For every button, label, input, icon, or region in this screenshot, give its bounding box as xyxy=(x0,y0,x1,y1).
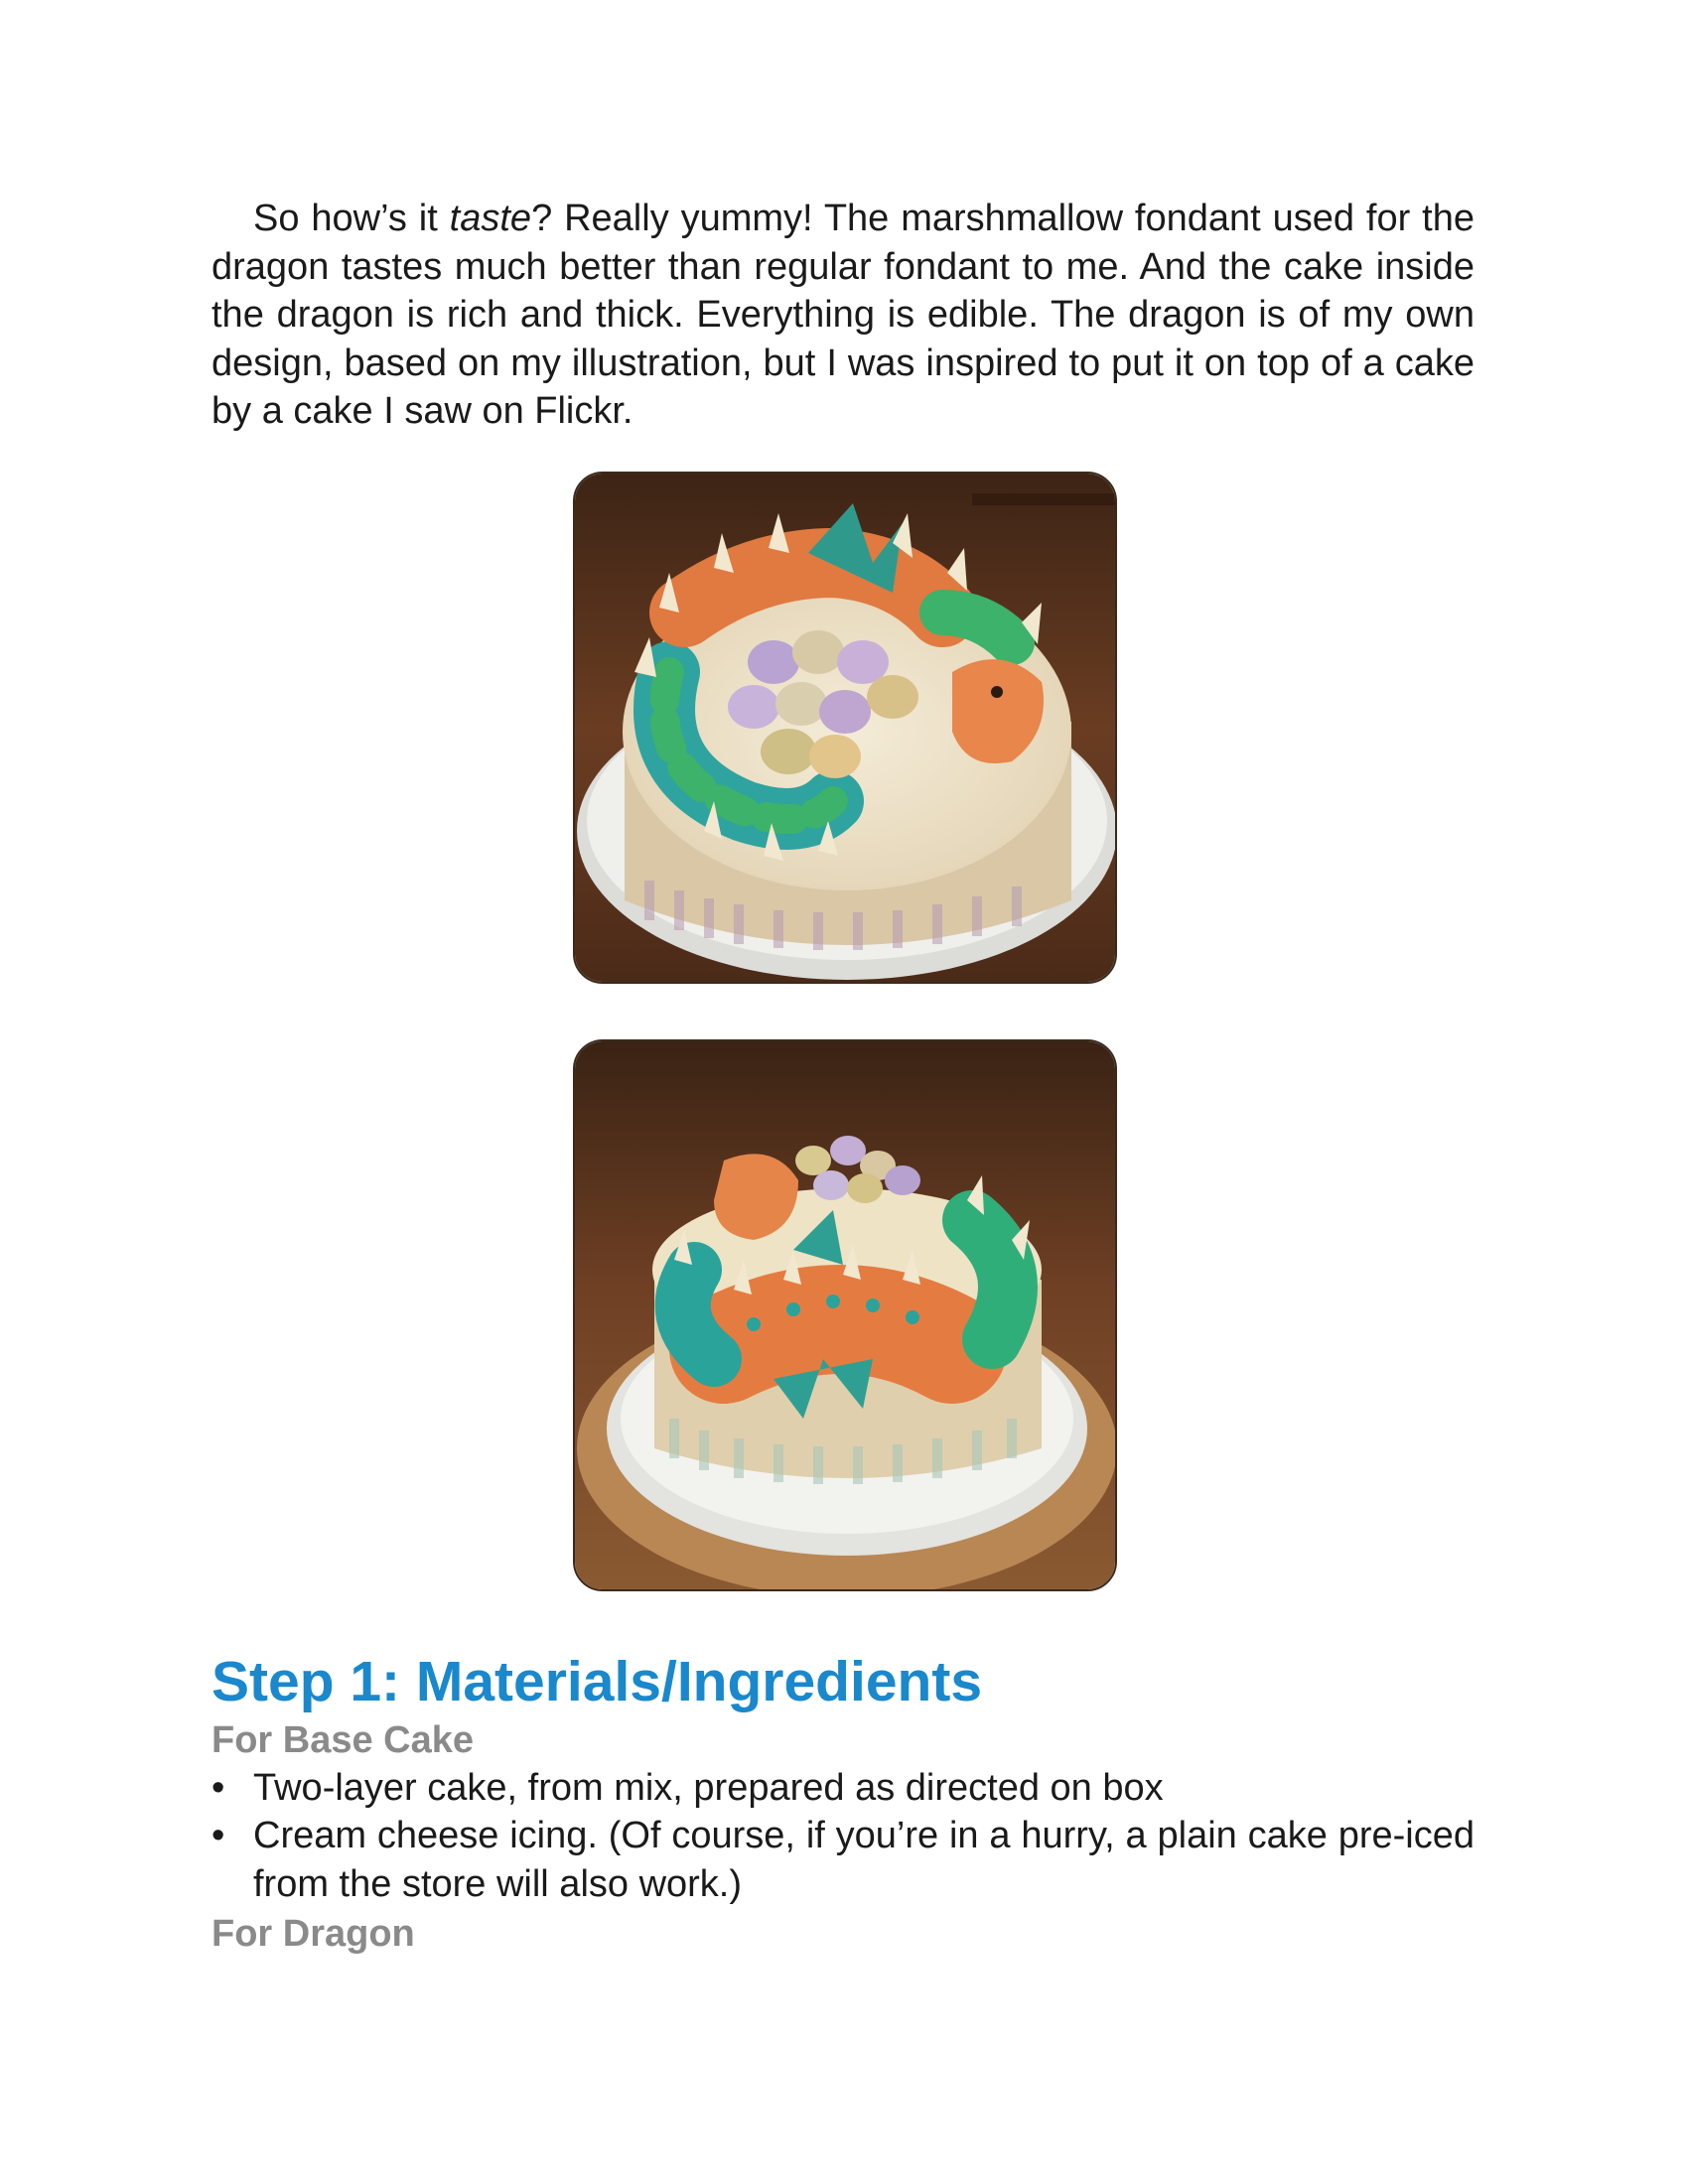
step-heading: Step 1: Materials/Ingredients xyxy=(211,1649,983,1713)
intro-lead: So how’s it xyxy=(253,198,450,239)
intro-emphasis: taste xyxy=(449,198,532,239)
list-item xyxy=(211,1764,1475,1813)
cake-photo-top-view-illustration xyxy=(575,474,1117,984)
base-cake-list xyxy=(211,1764,1475,1909)
list-item xyxy=(211,1812,1475,1908)
cake-photo-side-view-illustration xyxy=(575,1041,1117,1591)
intro-rest: ? Really yummy! The marshmallow fondant used for the dragon tastes much better than regular fondant to me. And the cake inside the dragon is rich and thick. Everything is edible. The dragon is of my own design, based on my illustration, but I was inspired to put it on top of a cake by a cake I saw on Flickr. xyxy=(211,198,1475,432)
bullet-icon: • xyxy=(211,1815,225,1856)
dragon-heading: For Dragon xyxy=(211,1913,415,1955)
intro-paragraph xyxy=(211,195,1475,436)
list-item-text: Cream cheese icing. (Of course, if you’re in a hurry, a plain cake pre-iced from the store will also work.) xyxy=(253,1815,1475,1905)
base-cake-heading: For Base Cake xyxy=(211,1718,475,1761)
list-item-text: Two-layer cake, from mix, prepared as directed on box xyxy=(253,1766,1164,1809)
cake-photo-top-view xyxy=(573,472,1117,984)
cake-photo-side-view xyxy=(573,1039,1117,1591)
bullet-icon: • xyxy=(211,1766,225,1809)
document-page xyxy=(211,195,1475,1958)
